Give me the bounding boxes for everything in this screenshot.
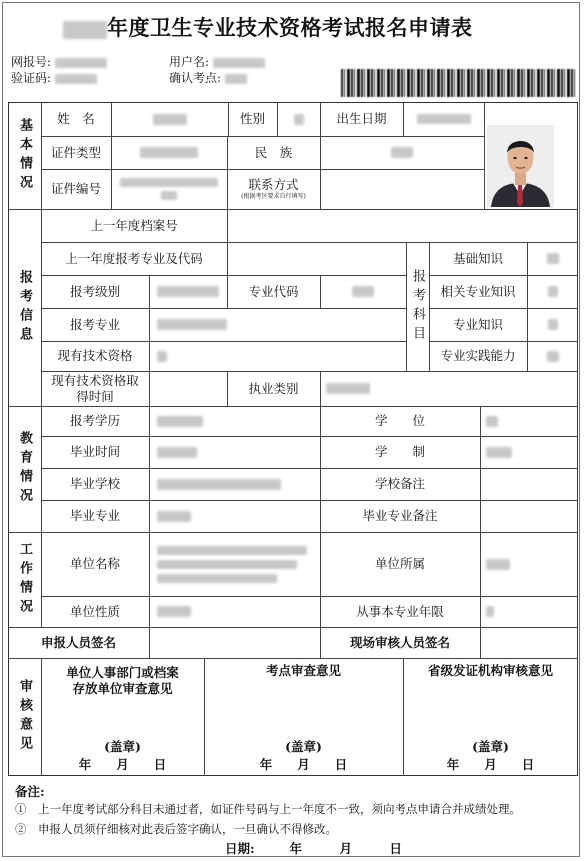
review-province-heading: 省级发证机构审核意见	[427, 663, 553, 679]
level-label: 报考级别	[69, 283, 120, 299]
subject-related-value	[527, 275, 578, 308]
seal-province: (盖章)	[472, 739, 509, 755]
last-year-code-label: 上一年度报考专业及代码	[65, 250, 203, 266]
portrait-icon	[487, 125, 554, 207]
degree-edu-label: 报考学历	[69, 413, 120, 429]
ethnicity-value	[320, 136, 484, 169]
net-reg-field: 网报号:	[11, 53, 107, 70]
major-code-label: 专业代码	[248, 283, 299, 299]
grad-time-label: 毕业时间	[69, 444, 120, 460]
grad-time-value	[149, 436, 320, 468]
section-work: 工作情况	[17, 541, 32, 618]
degree-value	[480, 406, 578, 436]
section-review: 审核意见	[17, 679, 32, 755]
school-label: 毕业学校	[69, 476, 120, 492]
schooling-value	[480, 436, 578, 468]
confirm-site-field: 确认考点:	[169, 69, 247, 86]
unit-name-label: 单位名称	[69, 556, 120, 572]
name-value	[111, 102, 228, 136]
major-label: 报考专业	[69, 316, 120, 332]
redacted-year	[63, 21, 107, 39]
practice-type-value	[320, 371, 578, 406]
current-qual-value	[149, 341, 406, 371]
note-item-1: ① 上一年度考试部分科目未通过者，如证件号码与上一年度不一致，须向考点申请合并成绩处理。	[15, 802, 521, 816]
username-field: 用户名:	[169, 53, 265, 70]
practice-type-label: 执业类别	[248, 380, 299, 396]
notes-label: 备注:	[15, 784, 45, 799]
unit-nature-value	[149, 596, 320, 627]
contact-note: (根据考区要求自行填写)	[241, 193, 306, 201]
name-label: 姓 名	[57, 111, 95, 127]
unit-name-value	[149, 532, 320, 596]
subjects-label: 报考科目	[410, 268, 425, 345]
gender-label: 性别	[239, 111, 265, 127]
note-item-2: ② 申报人员须仔细核对此表后签字确认，一旦确认不得修改。	[15, 822, 337, 836]
gender-value	[277, 102, 320, 136]
unit-belong-label: 单位所属	[374, 556, 425, 572]
school-note-label: 学校备注	[374, 476, 425, 492]
subject-basic-label: 基础知识	[452, 250, 503, 266]
grad-major-label: 毕业专业	[69, 508, 120, 524]
subject-practice-value	[527, 341, 578, 371]
id-no-label: 证件编号	[50, 181, 101, 197]
section-apply: 报考信息	[17, 269, 32, 346]
application-form-page	[2, 2, 580, 857]
unit-belong-value	[480, 532, 578, 596]
major-code-value	[320, 275, 406, 308]
subject-basic-value	[527, 242, 578, 275]
schooling-label: 学 制	[374, 444, 425, 460]
barcode	[341, 69, 577, 97]
id-type-label: 证件类型	[50, 144, 101, 160]
date-province: 年 月 日	[446, 757, 535, 773]
years-value	[480, 596, 578, 627]
form-title: 年度卫生专业技术资格考试报名申请表	[63, 12, 533, 42]
unit-nature-label: 单位性质	[69, 603, 120, 619]
id-type-value	[111, 136, 227, 169]
contact-label: 联系方式 (根据考区要求自行填写)	[241, 177, 306, 201]
section-education: 教育情况	[17, 431, 32, 507]
subject-related-label: 相关专业知识	[440, 283, 516, 299]
review-site-heading: 考点审查意见	[265, 663, 341, 679]
applicant-signature-label: 申报人员签名	[40, 634, 116, 650]
level-value	[149, 275, 227, 308]
section-basic: 基本情况	[17, 117, 32, 194]
date-site: 年 月 日	[259, 757, 348, 773]
review-unit-heading: 单位人事部门或档案 存放单位审查意见	[66, 665, 179, 696]
degree-label: 学 位	[374, 413, 425, 429]
last-year-file-label: 上一年度档案号	[90, 217, 178, 233]
seal-unit: (盖章)	[104, 739, 141, 755]
years-label: 从事本专业年限	[356, 603, 444, 619]
subject-professional-value	[527, 308, 578, 341]
seal-site: (盖章)	[285, 739, 322, 755]
major-value	[149, 308, 406, 341]
subject-professional-label: 专业知识	[452, 316, 503, 332]
notes-date: 日期: 年 月 日	[225, 841, 402, 856]
school-value	[149, 468, 320, 500]
date-unit: 年 月 日	[78, 757, 167, 773]
ethnicity-label: 民 族	[254, 144, 293, 160]
verify-code-field: 验证码:	[11, 69, 97, 86]
id-no-value	[111, 169, 227, 209]
qual-date-label: 现有技术资格取得时间	[51, 372, 139, 404]
grad-major-note-label: 毕业专业备注	[362, 508, 438, 524]
birth-value	[403, 102, 484, 136]
degree-edu-value	[149, 406, 320, 436]
grad-major-value	[149, 500, 320, 532]
onsite-signature-label: 现场审核人员签名	[349, 634, 450, 650]
subject-practice-label: 专业实践能力	[440, 348, 516, 364]
applicant-photo	[487, 125, 554, 207]
current-qual-label: 现有技术资格	[57, 348, 133, 364]
birth-label: 出生日期	[336, 111, 387, 127]
